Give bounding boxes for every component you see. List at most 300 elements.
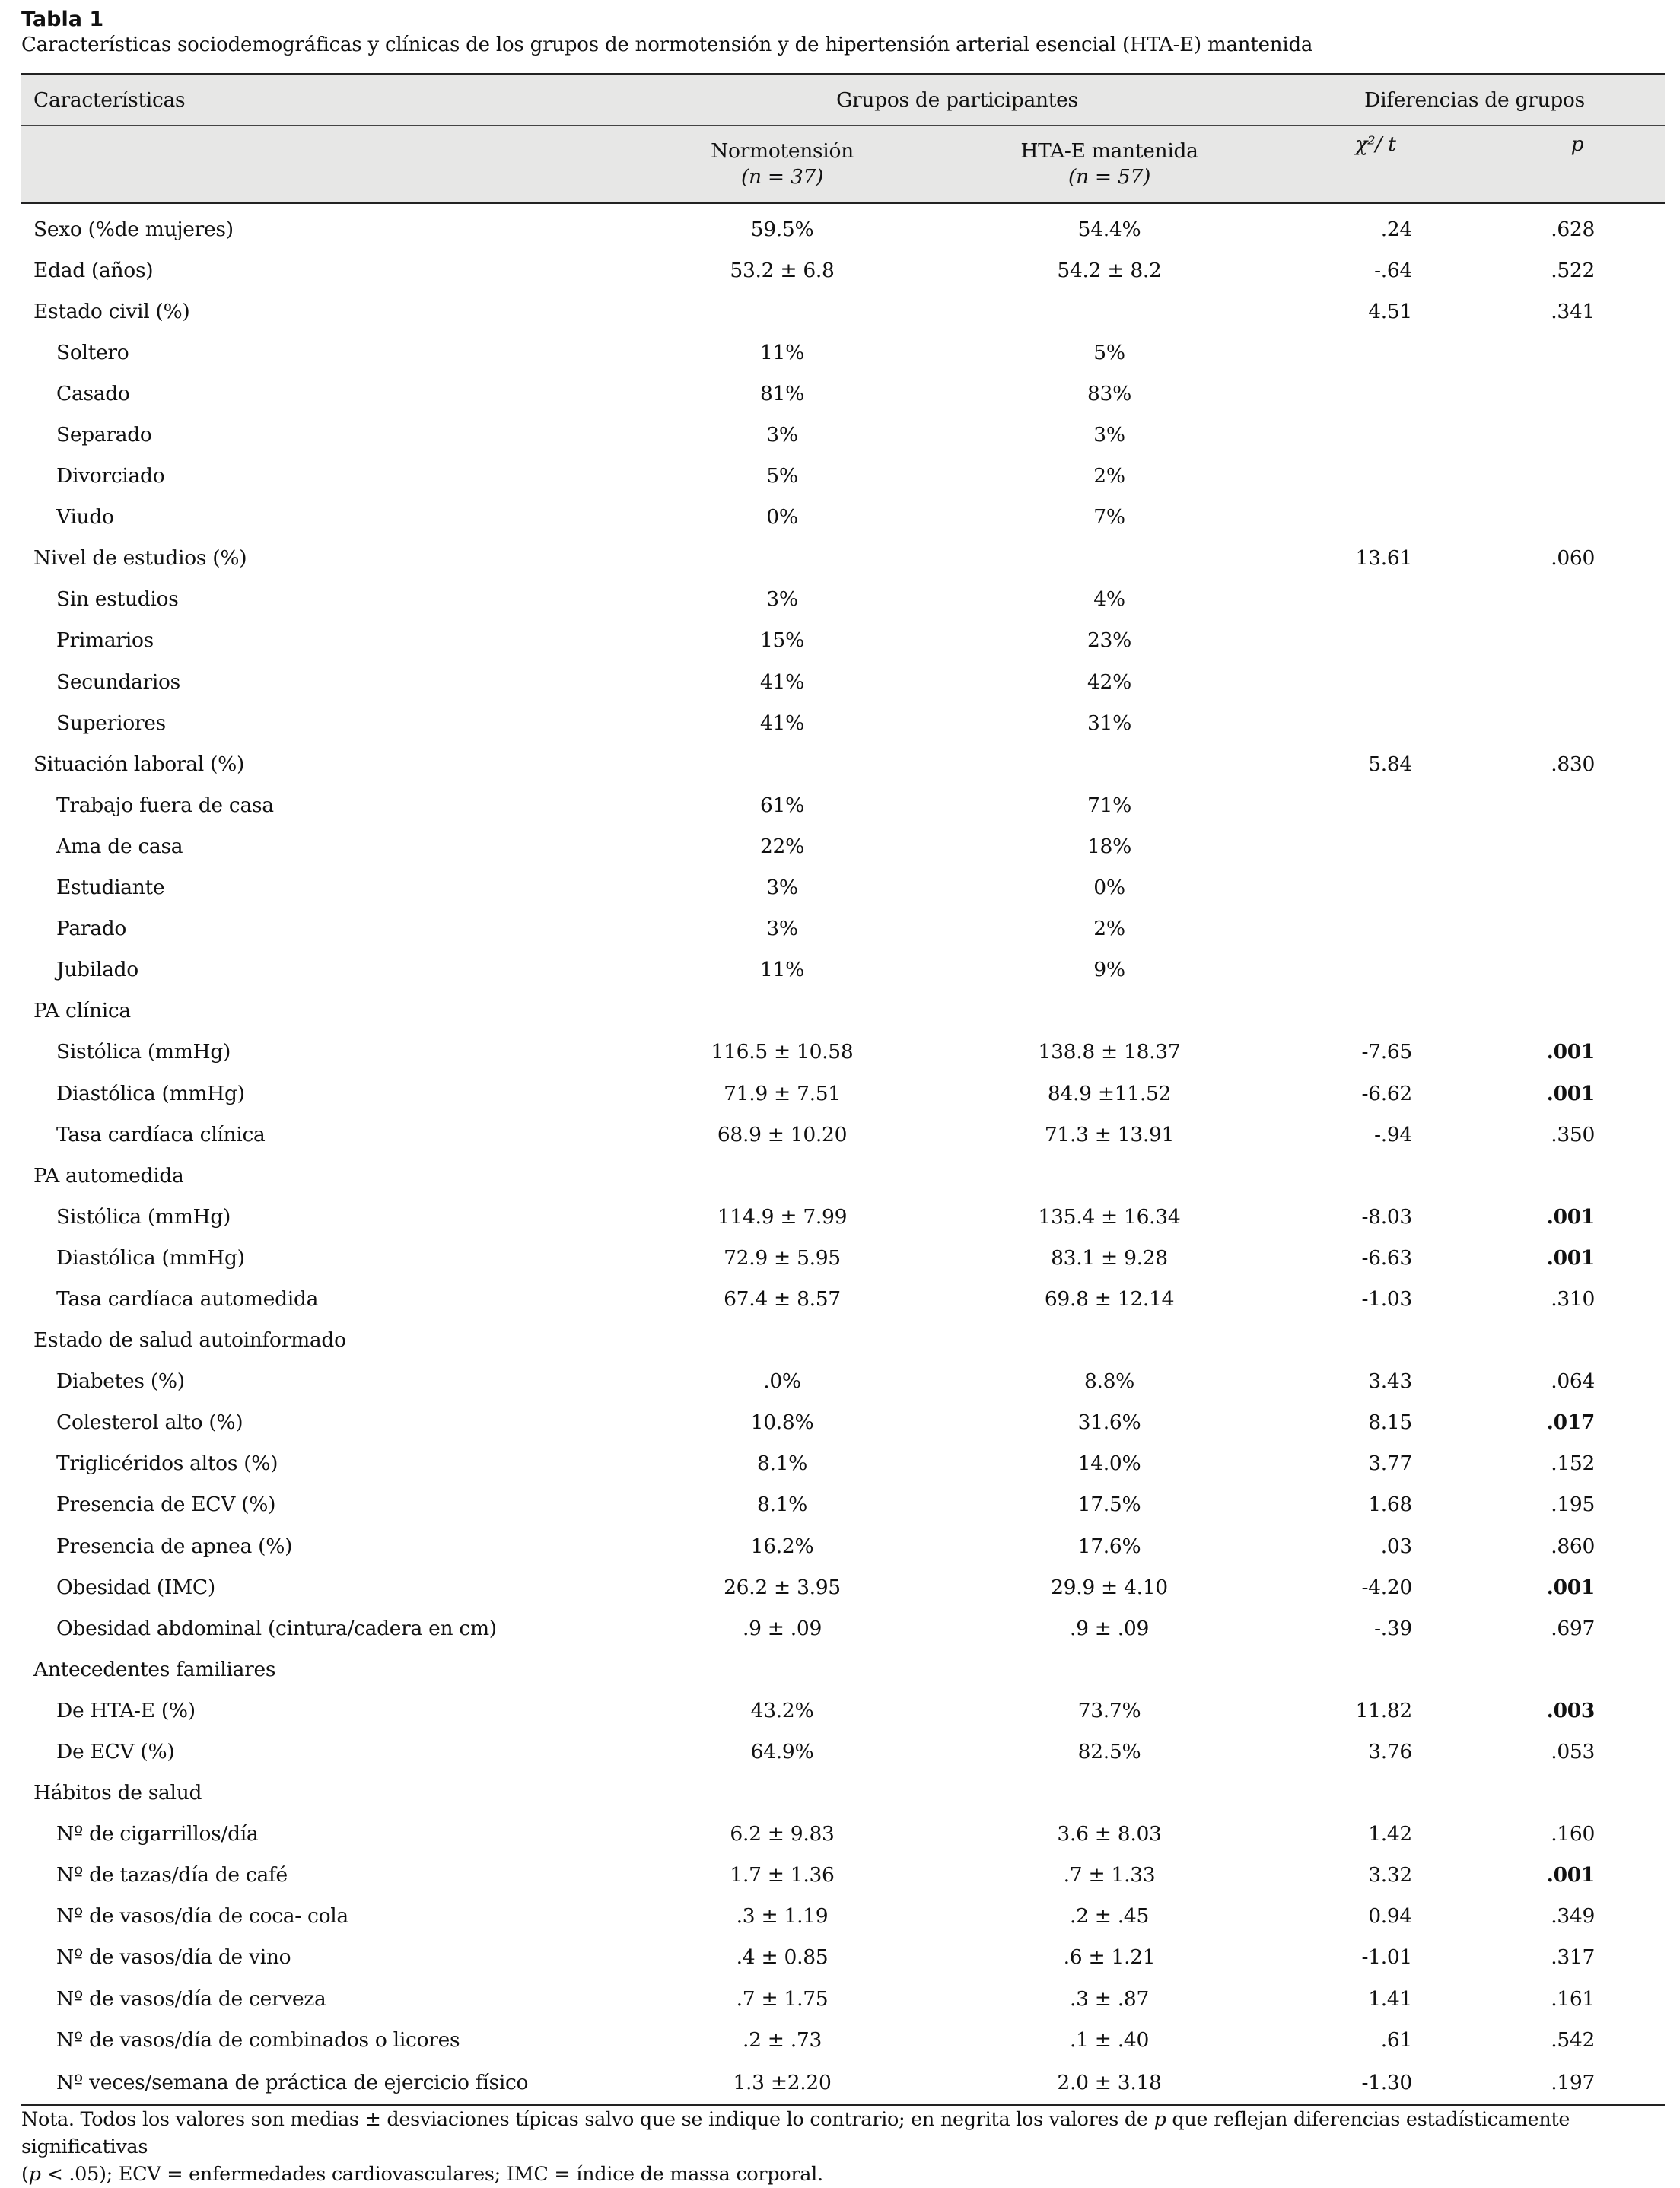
cell-chi-t: .61: [1380, 2027, 1412, 2052]
cell-p-value: [1452, 784, 1665, 825]
cell-normotension: 59.5%: [750, 217, 814, 241]
cell-p-value: [1452, 620, 1665, 661]
cell-normotension: 0%: [766, 505, 798, 530]
row-label: Tasa cardíaca clínica: [56, 1122, 266, 1146]
table-row: [21, 1525, 1665, 1566]
cell-p-value: .349: [1551, 1904, 1596, 1929]
cell-chi-t: [1284, 1773, 1452, 1814]
cell-p-value: .017: [1546, 1410, 1596, 1435]
row-label: Superiores: [56, 711, 166, 735]
cell-chi-t: [1284, 825, 1452, 867]
cell-p-value: [1452, 702, 1665, 743]
row-label: Diastólica (mmHg): [56, 1081, 245, 1105]
cell-chi-t: -.39: [1374, 1616, 1412, 1640]
header-normotension-label: Normotensión: [711, 138, 854, 163]
cell-chi-t: 3.76: [1368, 1740, 1412, 1764]
cell-normotension: 11%: [759, 958, 804, 982]
cell-p-value: .060: [1551, 546, 1596, 571]
cell-normotension: 16.2%: [750, 1534, 814, 1558]
row-label: Separado: [56, 423, 152, 447]
cell-hta: [934, 1155, 1284, 1196]
row-label: Estado de salud autoinformado: [33, 1328, 346, 1353]
cell-hta: 17.5%: [1077, 1493, 1141, 1517]
cell-normotension: 3%: [766, 876, 798, 900]
table-row: [21, 1690, 1665, 1731]
cell-p-value: .001: [1546, 1863, 1596, 1887]
cell-normotension: 10.8%: [750, 1410, 814, 1435]
cell-hta: .9 ± .09: [1069, 1616, 1150, 1640]
row-label: Sistólica (mmHg): [56, 1204, 231, 1229]
row-label: Jubilado: [56, 958, 138, 982]
cell-p-value: .860: [1551, 1534, 1596, 1558]
cell-normotension: .2 ± .73: [742, 2027, 822, 2052]
cell-p-value: .001: [1546, 1040, 1596, 1064]
table-row: [21, 1937, 1665, 1978]
table-row: [21, 1114, 1665, 1155]
cell-p-value: .350: [1551, 1122, 1596, 1146]
table-row: [21, 2060, 1665, 2105]
cell-normotension: 61%: [759, 793, 804, 817]
cell-hta: 54.4%: [1077, 217, 1141, 241]
cell-chi-t: [1284, 414, 1452, 455]
cell-p-value: .310: [1551, 1286, 1596, 1311]
cell-chi-t: 3.43: [1368, 1369, 1412, 1394]
cell-chi-t: -1.30: [1284, 2060, 1452, 2105]
cell-p-value: .064: [1551, 1369, 1596, 1394]
table-row: [21, 1566, 1665, 1608]
row-label: PA automedida: [33, 1163, 184, 1188]
cell-chi-t: [1284, 1320, 1452, 1361]
cell-hta: 3%: [1093, 423, 1125, 447]
table-footnote: [21, 2106, 1665, 2188]
table-header: [21, 74, 1665, 203]
cell-hta: 5%: [1093, 340, 1125, 364]
table-row: [21, 661, 1665, 702]
cell-p-value: .003: [1546, 1698, 1596, 1722]
cell-hta: 0%: [1093, 876, 1125, 900]
cell-hta: 73.7%: [1077, 1698, 1141, 1722]
cell-hta: 71.3 ± 13.91: [1044, 1122, 1175, 1146]
cell-p-value: [1452, 414, 1665, 455]
cell-hta: 2.0 ± 3.18: [934, 2060, 1284, 2105]
cell-normotension: 26.2 ± 3.95: [724, 1575, 841, 1599]
header-hta-n: (n = 57): [1068, 164, 1151, 189]
cell-p-value: .160: [1551, 1822, 1596, 1846]
cell-normotension: 3%: [766, 423, 798, 447]
cell-p-value: [1452, 456, 1665, 497]
cell-p-value: .830: [1551, 752, 1596, 776]
row-label: Sistólica (mmHg): [56, 1040, 231, 1064]
cell-chi-t: -.94: [1374, 1122, 1412, 1146]
row-label: De HTA-E (%): [56, 1698, 196, 1722]
cell-hta: 7%: [1093, 505, 1125, 530]
table-row: [21, 1402, 1665, 1443]
cell-p-value: .001: [1546, 1575, 1596, 1599]
cell-p-value: .195: [1551, 1493, 1596, 1517]
table-row: [21, 1278, 1665, 1319]
header-hta: [934, 126, 1284, 204]
cell-chi-t: 1.68: [1368, 1493, 1412, 1517]
cell-chi-t: [1284, 332, 1452, 373]
cell-p-value: [1452, 949, 1665, 991]
row-label: Nº de vasos/día de coca- cola: [56, 1904, 348, 1929]
row-label: Nº de vasos/día de combinados o licores: [56, 2027, 460, 2052]
footnote-part3: (: [21, 2163, 29, 2186]
cell-normotension: 1.7 ± 1.36: [730, 1863, 835, 1887]
row-label: Nivel de estudios (%): [33, 546, 247, 571]
table-row: [21, 1814, 1665, 1855]
cell-chi-t: [1284, 991, 1452, 1032]
cell-chi-t: [1284, 702, 1452, 743]
cell-p-value: [1452, 1649, 1665, 1690]
cell-normotension: 1.3 ±2.20: [630, 2060, 934, 2105]
table-row: [21, 2019, 1665, 2060]
table-row: [21, 332, 1665, 373]
cell-hta: 3.6 ± 8.03: [1057, 1822, 1162, 1846]
cell-chi-t: [1284, 373, 1452, 414]
footnote-part2: que reflejan diferencias estadísticamente significativas: [21, 2108, 1570, 2158]
table-row: [21, 784, 1665, 825]
cell-p-value: [1452, 1320, 1665, 1361]
cell-p-value: .161: [1551, 1986, 1596, 2011]
cell-chi-t: [1284, 949, 1452, 991]
cell-hta: .6 ± 1.21: [1063, 1945, 1156, 1970]
cell-normotension: 41%: [759, 711, 804, 735]
cell-hta: [934, 291, 1284, 332]
cell-hta: 9%: [1093, 958, 1125, 982]
table-container: [21, 73, 1665, 2106]
table-row: [21, 1608, 1665, 1649]
cell-normotension: .7 ± 1.75: [736, 1986, 829, 2011]
row-label: Viudo: [56, 505, 114, 530]
cell-hta: [934, 538, 1284, 579]
table-row: [21, 949, 1665, 991]
cell-chi-t: [1284, 784, 1452, 825]
cell-normotension: 15%: [759, 628, 804, 653]
cell-chi-t: [1284, 661, 1452, 702]
cell-chi-t: [1284, 497, 1452, 538]
cell-chi-t: 13.61: [1355, 546, 1412, 571]
header-participant-groups: Grupos de participantes: [630, 74, 1284, 126]
cell-hta: [934, 1320, 1284, 1361]
row-label: Sin estudios: [56, 587, 179, 612]
cell-p-value: .053: [1551, 1740, 1596, 1764]
row-label: Obesidad abdominal (cintura/cadera en cm): [56, 1616, 497, 1640]
cell-chi-t: -4.20: [1361, 1575, 1412, 1599]
cell-normotension: 8.1%: [756, 1493, 808, 1517]
cell-p-value: .317: [1551, 1945, 1596, 1970]
cell-chi-t: -7.65: [1361, 1040, 1412, 1064]
cell-normotension: 116.5 ± 10.58: [711, 1040, 854, 1064]
cell-chi-t: .24: [1380, 217, 1412, 241]
row-label: Situación laboral (%): [33, 752, 245, 776]
cell-chi-t: -.64: [1374, 258, 1412, 282]
cell-chi-t: [1284, 456, 1452, 497]
cell-hta: [934, 743, 1284, 784]
cell-p-value: [1452, 991, 1665, 1032]
row-label: Antecedentes familiares: [33, 1657, 276, 1681]
cell-hta: 71%: [1087, 793, 1131, 817]
cell-normotension: .0%: [763, 1369, 801, 1394]
header-hta-label: HTA-E mantenida: [1020, 138, 1198, 163]
table-row: [21, 743, 1665, 784]
cell-p-value: .001: [1546, 1204, 1596, 1229]
row-label: Tasa cardíaca automedida: [56, 1286, 319, 1311]
table-row: [21, 291, 1665, 332]
header-empty-cell: [21, 126, 630, 204]
table-row: [21, 1155, 1665, 1196]
cell-hta: 69.8 ± 12.14: [1044, 1286, 1175, 1311]
cell-normotension: [630, 1155, 934, 1196]
cell-normotension: 72.9 ± 5.95: [724, 1245, 841, 1270]
cell-chi-t: [1284, 867, 1452, 908]
row-label: Triglicéridos altos (%): [56, 1452, 278, 1476]
table-row: [21, 1073, 1665, 1114]
cell-normotension: .4 ± 0.85: [736, 1945, 829, 1970]
cell-normotension: 5%: [766, 464, 798, 488]
cell-chi-t: 1.42: [1368, 1822, 1412, 1846]
cell-p-value: .197: [1452, 2060, 1665, 2105]
cell-normotension: 43.2%: [750, 1698, 814, 1722]
cell-p-value: .522: [1551, 258, 1596, 282]
cell-hta: 83%: [1087, 381, 1131, 405]
table-caption: Características sociodemográficas y clínicas de los grupos de normotensión y de hipertensión arterial esencial (HTA-E) mantenida: [21, 33, 1313, 56]
cell-hta: [934, 1773, 1284, 1814]
row-label: Presencia de ECV (%): [56, 1493, 276, 1517]
cell-hta: 31%: [1087, 711, 1131, 735]
cell-chi-t: 1.41: [1368, 1986, 1412, 2011]
cell-hta: 54.2 ± 8.2: [1057, 258, 1162, 282]
cell-hta: .7 ± 1.33: [1063, 1863, 1156, 1887]
cell-p-value: .697: [1551, 1616, 1596, 1640]
row-label: Edad (años): [33, 258, 154, 282]
cell-p-value: [1452, 497, 1665, 538]
cell-normotension: 81%: [759, 381, 804, 405]
cell-p-value: [1452, 867, 1665, 908]
cell-hta: 138.8 ± 18.37: [1038, 1040, 1181, 1064]
table-row: [21, 1237, 1665, 1278]
cell-chi-t: [1284, 620, 1452, 661]
table-row: [21, 1649, 1665, 1690]
cell-normotension: [630, 1320, 934, 1361]
row-label: Sexo (%de mujeres): [33, 217, 234, 241]
cell-hta: 18%: [1087, 834, 1131, 858]
cell-hta: 8.8%: [1083, 1369, 1135, 1394]
table-row: [21, 1978, 1665, 2019]
table-row: [21, 1320, 1665, 1361]
cell-p-value: [1452, 825, 1665, 867]
cell-chi-t: -8.03: [1361, 1204, 1412, 1229]
cell-p-value: [1452, 908, 1665, 949]
cell-normotension: [630, 1773, 934, 1814]
table-row: [21, 1855, 1665, 1896]
cell-normotension: [630, 1649, 934, 1690]
cell-hta: 42%: [1087, 669, 1131, 694]
header-group-differences: Diferencias de grupos: [1284, 74, 1665, 126]
cell-normotension: 3%: [766, 917, 798, 941]
cell-normotension: [630, 991, 934, 1032]
cell-normotension: 6.2 ± 9.83: [730, 1822, 835, 1846]
cell-normotension: 114.9 ± 7.99: [717, 1204, 848, 1229]
cell-normotension: 67.4 ± 8.57: [724, 1286, 841, 1311]
cell-p-value: [1452, 332, 1665, 373]
table-row: [21, 1731, 1665, 1772]
cell-chi-t: [1284, 579, 1452, 620]
table-row: [21, 414, 1665, 455]
row-label: Trabajo fuera de casa: [56, 793, 274, 817]
cell-chi-t: 3.77: [1368, 1452, 1412, 1476]
cell-p-value: .628: [1551, 217, 1596, 241]
table-row: [21, 538, 1665, 579]
row-label: Parado: [56, 917, 127, 941]
row-label: Hábitos de salud: [33, 1781, 202, 1805]
table-row: [21, 373, 1665, 414]
cell-normotension: [630, 538, 934, 579]
cell-normotension: .9 ± .09: [742, 1616, 822, 1640]
row-label: Obesidad (IMC): [56, 1575, 215, 1599]
footnote-p2: p: [28, 2163, 41, 2186]
cell-chi-t: -6.62: [1361, 1081, 1412, 1105]
cell-p-value: .341: [1551, 299, 1596, 323]
cell-p-value: .001: [1546, 1245, 1596, 1270]
table-row: [21, 456, 1665, 497]
cell-chi-t: [1284, 1155, 1452, 1196]
cell-hta: 31.6%: [1077, 1410, 1141, 1435]
table-label: Tabla 1: [21, 8, 104, 31]
table-row: [21, 867, 1665, 908]
header-normotension: [630, 126, 934, 204]
table-row: [21, 1896, 1665, 1937]
spacer-row: [21, 203, 1665, 208]
cell-normotension: 11%: [759, 340, 804, 364]
cell-hta: 4%: [1093, 587, 1125, 612]
table-row: [21, 620, 1665, 661]
row-label: Colesterol alto (%): [56, 1410, 243, 1435]
data-table: [21, 73, 1665, 2106]
cell-p-value: .152: [1551, 1452, 1596, 1476]
table-row: [21, 1032, 1665, 1073]
row-label: Nº de vasos/día de cerveza: [56, 1986, 326, 2011]
cell-chi-t: .03: [1380, 1534, 1412, 1558]
row-label: Estado civil (%): [33, 299, 190, 323]
cell-p-value: .542: [1551, 2027, 1596, 2052]
row-label: Presencia de apnea (%): [56, 1534, 293, 1558]
header-p: [1452, 126, 1665, 204]
cell-chi-t: 8.15: [1368, 1410, 1412, 1435]
table-row: [21, 825, 1665, 867]
row-label: Ama de casa: [56, 834, 183, 858]
table-row: [21, 1773, 1665, 1814]
cell-chi-t: 5.84: [1368, 752, 1412, 776]
table-row: [21, 250, 1665, 291]
row-label: Casado: [56, 381, 130, 405]
cell-hta: 84.9 ±11.52: [1047, 1081, 1172, 1105]
cell-hta: [934, 1649, 1284, 1690]
footnote-part1: Nota. Todos los valores son medias ± desviaciones típicas salvo que se indique lo contrario; en negrita los valores de: [21, 2108, 1154, 2131]
header-row-secondary: [21, 126, 1665, 204]
cell-p-value: .001: [1546, 1081, 1596, 1105]
row-label: Soltero: [56, 340, 129, 364]
row-label: De ECV (%): [56, 1740, 175, 1764]
table-row: [21, 908, 1665, 949]
cell-chi-t: -6.63: [1361, 1245, 1412, 1270]
row-label: Nº veces/semana de práctica de ejercicio físico: [21, 2060, 630, 2105]
cell-chi-t: [1284, 1649, 1452, 1690]
row-label: Estudiante: [56, 876, 165, 900]
cell-normotension: 64.9%: [750, 1740, 814, 1764]
cell-p-value: [1452, 373, 1665, 414]
cell-hta: 83.1 ± 9.28: [1051, 1245, 1168, 1270]
row-label: Nº de tazas/día de café: [56, 1863, 288, 1887]
cell-hta: 135.4 ± 16.34: [1038, 1204, 1181, 1229]
cell-normotension: 41%: [759, 669, 804, 694]
header-chi-t: [1284, 126, 1452, 204]
cell-chi-t: -1.03: [1361, 1286, 1412, 1311]
cell-p-value: [1452, 1773, 1665, 1814]
cell-hta: 29.9 ± 4.10: [1051, 1575, 1168, 1599]
table-row: [21, 991, 1665, 1032]
header-row-primary: [21, 74, 1665, 126]
row-label: Diabetes (%): [56, 1369, 185, 1394]
cell-hta: 82.5%: [1077, 1740, 1141, 1764]
header-chi-t-label: χ²/ t: [1355, 132, 1396, 156]
cell-hta: 17.6%: [1077, 1534, 1141, 1558]
table-row: [21, 1484, 1665, 1525]
cell-normotension: .3 ± 1.19: [736, 1904, 829, 1929]
cell-chi-t: -1.01: [1361, 1945, 1412, 1970]
row-label: Secundarios: [56, 669, 180, 694]
cell-p-value: [1452, 1155, 1665, 1196]
cell-chi-t: [1284, 908, 1452, 949]
cell-hta: [934, 991, 1284, 1032]
row-label: Diastólica (mmHg): [56, 1245, 245, 1270]
row-label: Nº de vasos/día de vino: [56, 1945, 291, 1970]
table-row: [21, 1443, 1665, 1484]
cell-hta: 2%: [1093, 917, 1125, 941]
header-normotension-n: (n = 37): [740, 164, 824, 189]
table-row: [21, 497, 1665, 538]
cell-normotension: 53.2 ± 6.8: [730, 258, 835, 282]
header-p-label: p: [1570, 132, 1584, 156]
cell-chi-t: 3.32: [1368, 1863, 1412, 1887]
table-row: [21, 702, 1665, 743]
cell-chi-t: 11.82: [1355, 1698, 1412, 1722]
table-row: [21, 208, 1665, 250]
cell-normotension: 3%: [766, 587, 798, 612]
cell-hta: .3 ± .87: [1069, 1986, 1150, 2011]
cell-normotension: 71.9 ± 7.51: [724, 1081, 841, 1105]
cell-p-value: [1452, 661, 1665, 702]
cell-hta: .1 ± .40: [1069, 2027, 1150, 2052]
cell-normotension: 8.1%: [756, 1452, 808, 1476]
cell-normotension: 68.9 ± 10.20: [717, 1122, 848, 1146]
footnote-part4: < .05); ECV = enfermedades cardiovasculares; IMC = índice de massa corporal.: [40, 2163, 823, 2186]
header-characteristics: Características: [21, 74, 630, 126]
cell-normotension: 22%: [759, 834, 804, 858]
cell-chi-t: 0.94: [1368, 1904, 1412, 1929]
table-row: [21, 579, 1665, 620]
row-label: Primarios: [56, 628, 154, 653]
cell-normotension: [630, 291, 934, 332]
cell-chi-t: 4.51: [1368, 299, 1412, 323]
row-label: Nº de cigarrillos/día: [56, 1822, 259, 1846]
cell-p-value: [1452, 579, 1665, 620]
cell-hta: 23%: [1087, 628, 1131, 653]
cell-normotension: [630, 743, 934, 784]
table-row: [21, 1361, 1665, 1402]
table-row: [21, 1196, 1665, 1237]
footnote-p: p: [1153, 2108, 1166, 2131]
